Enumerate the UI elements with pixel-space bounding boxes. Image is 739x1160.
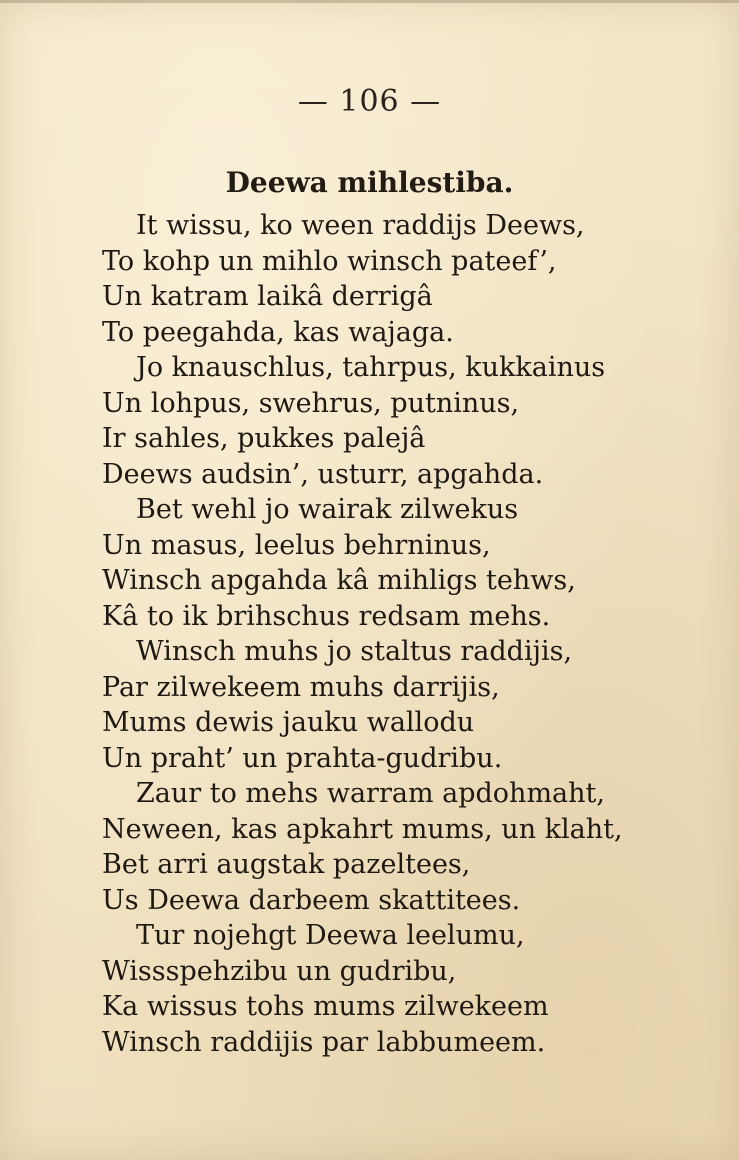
- poem-line: Mums dewis jauku wallodu: [102, 707, 475, 738]
- page-top-edge: [0, 0, 739, 3]
- poem-line: Us Deewa darbeem skattitees.: [102, 884, 521, 916]
- poem-line: Kâ to ik brihschus redsam mehs.: [102, 600, 551, 632]
- stanza-1: [102, 208, 622, 350]
- poem-line: Zaur to mehs warram apdohmaht,: [136, 778, 605, 809]
- poem-line: Ir sahles, pukkes palejâ: [102, 423, 426, 454]
- poem-line: Bet arri augstak pazeltees,: [102, 849, 471, 880]
- poem-line: Wissspehzibu un gudribu,: [102, 955, 457, 987]
- poem-line: To peegahda, kas wajaga.: [102, 316, 454, 348]
- poem-line: Ka wissus tohs mums zilwekeem: [102, 991, 549, 1022]
- poem-line: Jo knauschlus, tahrpus, kukkainus: [136, 352, 606, 383]
- page-number: — 106 —: [297, 84, 442, 119]
- poem-line: It wissu, ko ween raddijs Deews,: [136, 210, 585, 241]
- poem-line: Neween, kas apkahrt mums, un klaht,: [102, 813, 623, 845]
- stanza-4: [102, 634, 622, 776]
- poem-line: Winsch raddijis par labbumeem.: [102, 1026, 546, 1058]
- poem-body: [102, 208, 622, 1060]
- poem-title: Deewa mihlestiba.: [225, 166, 514, 199]
- poem-line: Winsch apgahda kâ mihligs tehws,: [102, 565, 576, 596]
- poem-line: Un lohpus, swehrus, putninus,: [102, 387, 520, 419]
- stanza-5: [102, 776, 622, 918]
- poem-line: Winsch muhs jo staltus raddijis,: [136, 636, 573, 667]
- stanza-3: [102, 492, 622, 634]
- poem-line: Un masus, leelus behrninus,: [102, 529, 491, 561]
- stanza-6: [102, 918, 622, 1060]
- stanza-2: [102, 350, 622, 492]
- poem-line: Bet wehl jo wairak zilwekus: [136, 494, 519, 525]
- poem-line: To kohp un mihlo winsch pateef’,: [102, 245, 557, 277]
- poem-line: Par zilwekeem muhs darrijis,: [102, 671, 500, 703]
- poem-line: Un praht’ un prahta-gudribu.: [102, 742, 503, 774]
- poem-line: Deews audsin’, usturr, apgahda.: [102, 458, 544, 490]
- poem-line: Tur nojehgt Deewa leelumu,: [136, 920, 525, 951]
- poem-line: Un katram laikâ derrigâ: [102, 281, 433, 312]
